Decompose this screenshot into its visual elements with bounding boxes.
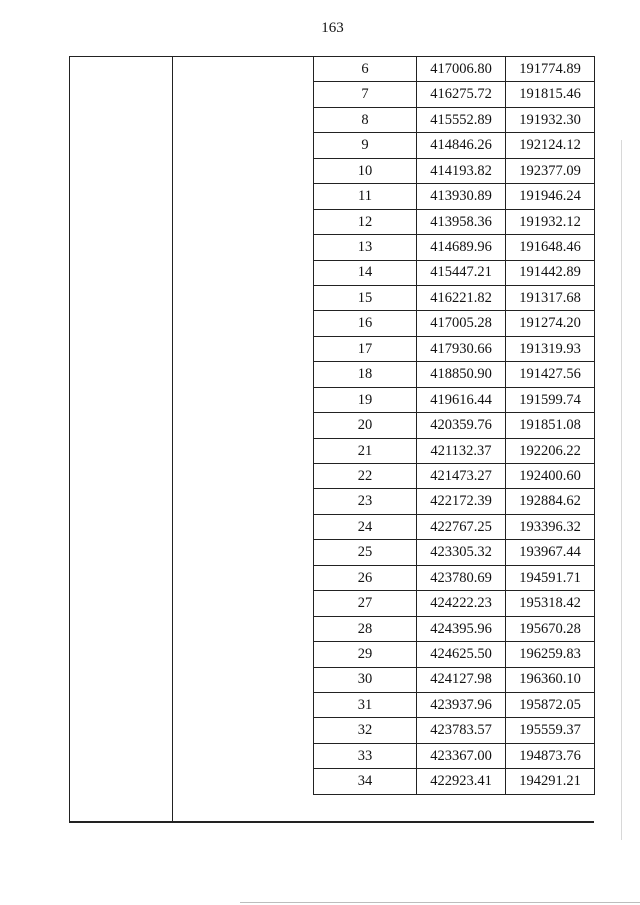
point-number-cell: 8 (314, 107, 417, 132)
point-number-cell: 31 (314, 692, 417, 717)
y-coordinate-cell: 192884.62 (506, 489, 595, 514)
table-row (314, 565, 595, 590)
y-coordinate-cell: 196360.10 (506, 667, 595, 692)
y-coordinate-cell: 195872.05 (506, 692, 595, 717)
table-row (314, 692, 595, 717)
table-row (314, 336, 595, 361)
point-number-cell: 33 (314, 743, 417, 768)
table-bottom-border (69, 821, 594, 823)
y-coordinate-cell: 196259.83 (506, 642, 595, 667)
table-row (314, 387, 595, 412)
table-row (314, 743, 595, 768)
table-row (314, 82, 595, 107)
point-number-cell: 7 (314, 82, 417, 107)
point-number-cell: 12 (314, 209, 417, 234)
x-coordinate-cell: 421473.27 (417, 464, 506, 489)
point-number-cell: 17 (314, 336, 417, 361)
point-number-cell: 15 (314, 285, 417, 310)
x-coordinate-cell: 418850.90 (417, 362, 506, 387)
x-coordinate-cell: 424222.23 (417, 591, 506, 616)
y-coordinate-cell: 194291.21 (506, 769, 595, 794)
x-coordinate-cell: 417005.28 (417, 311, 506, 336)
y-coordinate-cell: 191319.93 (506, 336, 595, 361)
y-coordinate-cell: 191815.46 (506, 82, 595, 107)
point-number-cell: 29 (314, 642, 417, 667)
y-coordinate-cell: 193967.44 (506, 540, 595, 565)
x-coordinate-cell: 416221.82 (417, 285, 506, 310)
point-number-cell: 19 (314, 387, 417, 412)
table-row (314, 285, 595, 310)
y-coordinate-cell: 192377.09 (506, 158, 595, 183)
scan-edge-line (240, 902, 640, 903)
table-row (314, 260, 595, 285)
y-coordinate-cell: 191427.56 (506, 362, 595, 387)
x-coordinate-cell: 413930.89 (417, 184, 506, 209)
scan-edge-line (621, 140, 622, 840)
y-coordinate-cell: 194873.76 (506, 743, 595, 768)
table-row (314, 540, 595, 565)
x-coordinate-cell: 414846.26 (417, 133, 506, 158)
x-coordinate-cell: 416275.72 (417, 82, 506, 107)
point-number-cell: 22 (314, 464, 417, 489)
table-column-left-empty (69, 56, 172, 823)
y-coordinate-cell: 195670.28 (506, 616, 595, 641)
x-coordinate-cell: 423305.32 (417, 540, 506, 565)
y-coordinate-cell: 191851.08 (506, 413, 595, 438)
point-number-cell: 23 (314, 489, 417, 514)
x-coordinate-cell: 423783.57 (417, 718, 506, 743)
point-number-cell: 9 (314, 133, 417, 158)
table-row (314, 718, 595, 743)
table-row (314, 133, 595, 158)
x-coordinate-cell: 424127.98 (417, 667, 506, 692)
y-coordinate-cell: 191274.20 (506, 311, 595, 336)
point-number-cell: 10 (314, 158, 417, 183)
point-number-cell: 34 (314, 769, 417, 794)
point-number-cell: 13 (314, 235, 417, 260)
point-number-cell: 32 (314, 718, 417, 743)
x-coordinate-cell: 424395.96 (417, 616, 506, 641)
point-number-cell: 20 (314, 413, 417, 438)
y-coordinate-cell: 191648.46 (506, 235, 595, 260)
table-column-middle-empty (172, 56, 314, 823)
x-coordinate-cell: 417930.66 (417, 336, 506, 361)
table-row (314, 158, 595, 183)
table-row (314, 616, 595, 641)
table-row (314, 769, 595, 794)
point-number-cell: 30 (314, 667, 417, 692)
y-coordinate-cell: 191932.30 (506, 107, 595, 132)
y-coordinate-cell: 195559.37 (506, 718, 595, 743)
table-row (314, 642, 595, 667)
point-number-cell: 24 (314, 514, 417, 539)
y-coordinate-cell: 192206.22 (506, 438, 595, 463)
y-coordinate-cell: 191774.89 (506, 57, 595, 82)
y-coordinate-cell: 195318.42 (506, 591, 595, 616)
x-coordinate-cell: 417006.80 (417, 57, 506, 82)
x-coordinate-cell: 420359.76 (417, 413, 506, 438)
coordinates-table (313, 56, 595, 795)
x-coordinate-cell: 415447.21 (417, 260, 506, 285)
table-row (314, 438, 595, 463)
x-coordinate-cell: 419616.44 (417, 387, 506, 412)
table-row (314, 311, 595, 336)
table-row (314, 667, 595, 692)
x-coordinate-cell: 415552.89 (417, 107, 506, 132)
y-coordinate-cell: 192124.12 (506, 133, 595, 158)
table-row (314, 107, 595, 132)
point-number-cell: 21 (314, 438, 417, 463)
table-row (314, 489, 595, 514)
point-number-cell: 28 (314, 616, 417, 641)
y-coordinate-cell: 191599.74 (506, 387, 595, 412)
page-number: 163 (321, 20, 344, 36)
table-row (314, 235, 595, 260)
x-coordinate-cell: 421132.37 (417, 438, 506, 463)
point-number-cell: 6 (314, 57, 417, 82)
table-row (314, 184, 595, 209)
point-number-cell: 26 (314, 565, 417, 590)
point-number-cell: 27 (314, 591, 417, 616)
table-row (314, 464, 595, 489)
table-row (314, 209, 595, 234)
point-number-cell: 14 (314, 260, 417, 285)
x-coordinate-cell: 413958.36 (417, 209, 506, 234)
point-number-cell: 18 (314, 362, 417, 387)
x-coordinate-cell: 414689.96 (417, 235, 506, 260)
y-coordinate-cell: 194591.71 (506, 565, 595, 590)
x-coordinate-cell: 414193.82 (417, 158, 506, 183)
y-coordinate-cell: 191317.68 (506, 285, 595, 310)
coordinates-table-body (314, 57, 595, 795)
table-row (314, 413, 595, 438)
table-row (314, 514, 595, 539)
x-coordinate-cell: 424625.50 (417, 642, 506, 667)
x-coordinate-cell: 422172.39 (417, 489, 506, 514)
point-number-cell: 16 (314, 311, 417, 336)
x-coordinate-cell: 422923.41 (417, 769, 506, 794)
x-coordinate-cell: 423937.96 (417, 692, 506, 717)
x-coordinate-cell: 423367.00 (417, 743, 506, 768)
y-coordinate-cell: 191442.89 (506, 260, 595, 285)
y-coordinate-cell: 191932.12 (506, 209, 595, 234)
x-coordinate-cell: 422767.25 (417, 514, 506, 539)
table-row (314, 57, 595, 82)
table-row (314, 362, 595, 387)
y-coordinate-cell: 191946.24 (506, 184, 595, 209)
point-number-cell: 11 (314, 184, 417, 209)
x-coordinate-cell: 423780.69 (417, 565, 506, 590)
y-coordinate-cell: 193396.32 (506, 514, 595, 539)
table-row (314, 591, 595, 616)
point-number-cell: 25 (314, 540, 417, 565)
y-coordinate-cell: 192400.60 (506, 464, 595, 489)
